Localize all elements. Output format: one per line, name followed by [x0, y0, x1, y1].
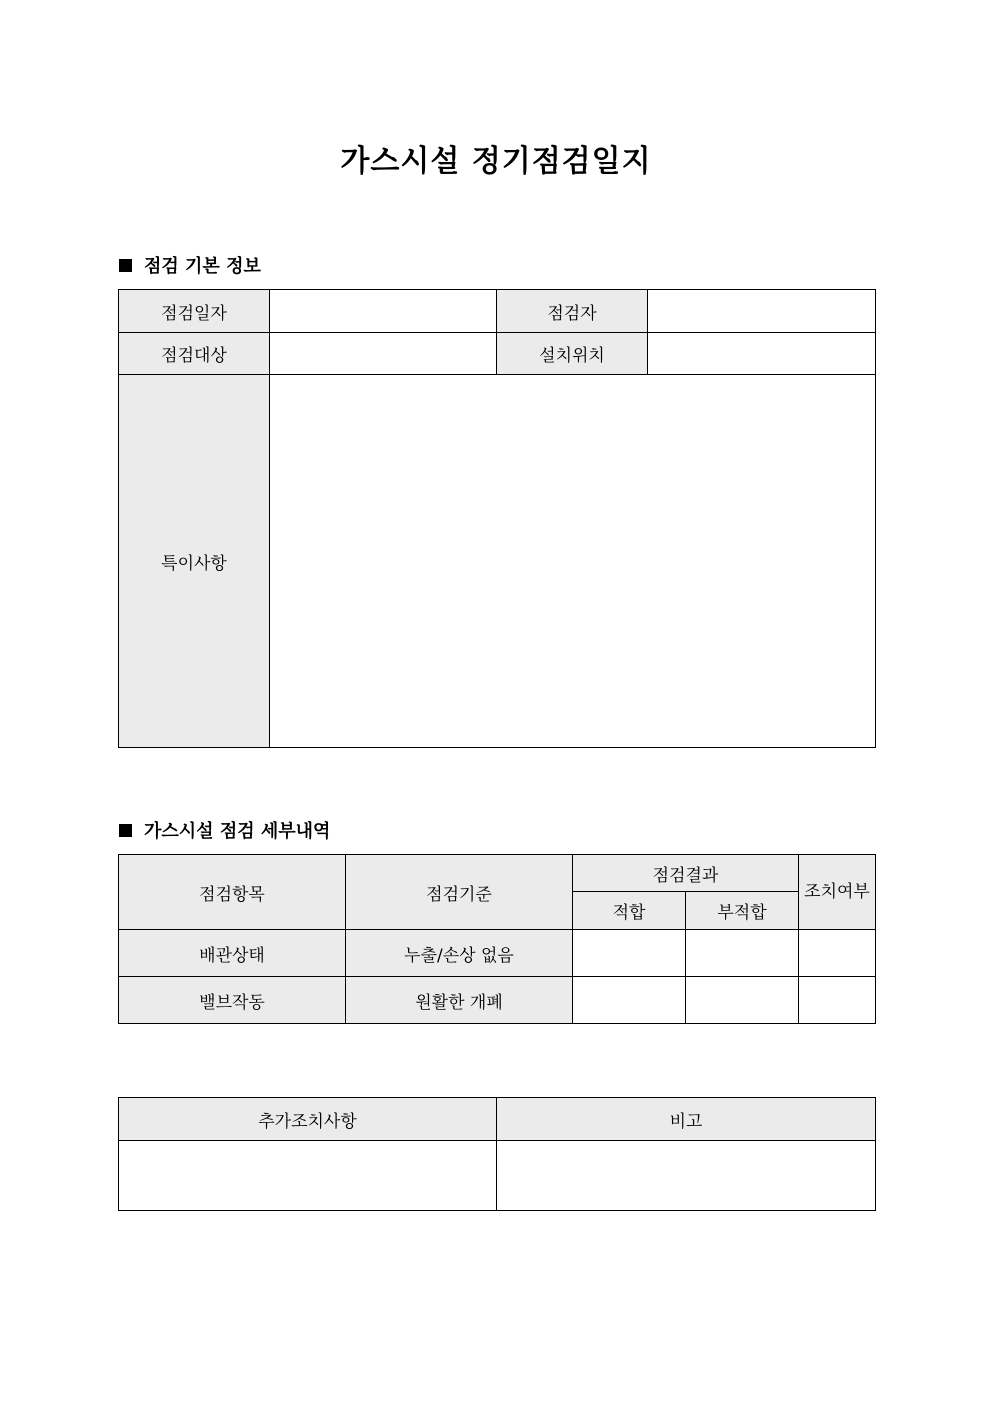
table-row [119, 930, 876, 977]
row-item: 밸브작동 [119, 977, 346, 1024]
section-basic-info-title: 점검 기본 정보 [144, 256, 261, 277]
header-action: 조치여부 [799, 855, 876, 930]
fail-cell[interactable] [686, 977, 799, 1024]
header-fail: 부적합 [686, 892, 799, 930]
header-item: 점검항목 [119, 855, 346, 930]
action-cell[interactable] [799, 930, 876, 977]
additional-action-field[interactable] [119, 1141, 497, 1211]
table-row [119, 977, 876, 1024]
section-details-heading [119, 817, 330, 843]
header-criteria: 점검기준 [346, 855, 573, 930]
pass-cell[interactable] [573, 930, 686, 977]
additional-action-label: 추가조치사항 [119, 1098, 497, 1141]
additional-table [118, 1097, 876, 1211]
action-cell[interactable] [799, 977, 876, 1024]
inspector-label: 점검자 [497, 290, 648, 333]
location-label: 설치위치 [497, 333, 648, 375]
remarks-field[interactable] [270, 375, 876, 748]
details-table [118, 854, 876, 1024]
row-criteria: 누출/손상 없음 [346, 930, 573, 977]
document-title: 가스시설 정기점검일지 [340, 144, 652, 179]
section-details-title: 가스시설 점검 세부내역 [144, 821, 331, 842]
fail-cell[interactable] [686, 930, 799, 977]
note-label: 비고 [497, 1098, 876, 1141]
target-field[interactable] [270, 333, 497, 375]
square-bullet-icon [119, 259, 132, 272]
note-field[interactable] [497, 1141, 876, 1211]
date-field[interactable] [270, 290, 497, 333]
header-pass: 적합 [573, 892, 686, 930]
square-bullet-icon [119, 824, 132, 837]
header-result: 점검결과 [573, 855, 799, 892]
row-item: 배관상태 [119, 930, 346, 977]
date-label: 점검일자 [119, 290, 270, 333]
inspector-field[interactable] [648, 290, 876, 333]
location-field[interactable] [648, 333, 876, 375]
basic-info-table [118, 289, 876, 748]
pass-cell[interactable] [573, 977, 686, 1024]
target-label: 점검대상 [119, 333, 270, 375]
remarks-label: 특이사항 [119, 375, 270, 748]
section-basic-info-heading [119, 252, 261, 278]
row-criteria: 원활한 개폐 [346, 977, 573, 1024]
